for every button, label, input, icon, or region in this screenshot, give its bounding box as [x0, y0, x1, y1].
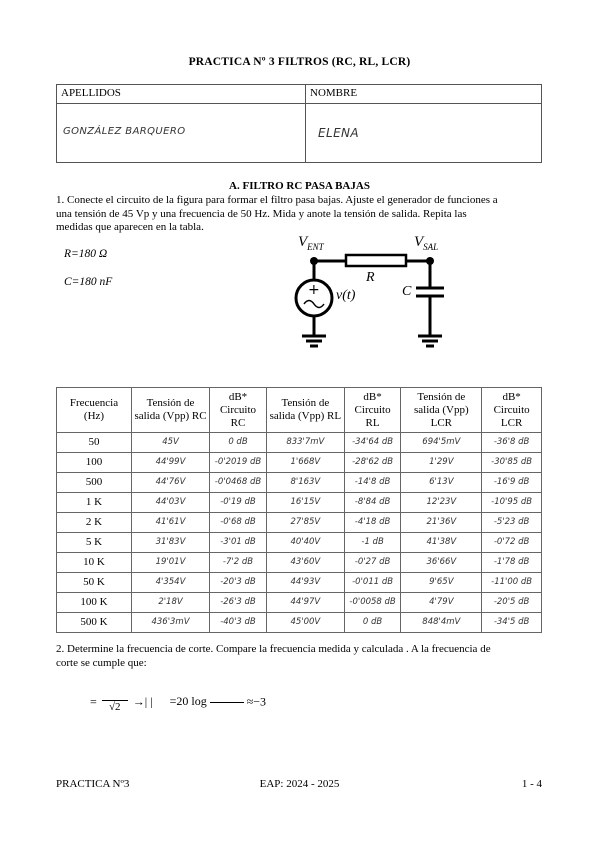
cell-vout-lcr[interactable]: 4'79V — [401, 593, 482, 613]
question-2-line-1: 2. Determine la frecuencia de corte. Compare la frecuencia medida y calculada . A la frecuencia de — [56, 643, 491, 655]
table-row — [57, 453, 542, 473]
vsal-subscript: SAL — [423, 242, 439, 252]
formula-equals: = — [90, 694, 97, 709]
table-row — [57, 613, 542, 633]
node-vsal — [426, 257, 434, 265]
formula-arrow: →| | — [132, 694, 153, 709]
cell-db-lcr[interactable]: -34'5 dB — [482, 613, 542, 633]
table-row — [57, 593, 542, 613]
cell-vout-rl[interactable]: 40'40V — [266, 533, 344, 553]
cell-db-rc[interactable]: -0'0468 dB — [210, 473, 267, 493]
cell-db-rc[interactable]: -40'3 dB — [210, 613, 267, 633]
measurements-table — [56, 387, 542, 633]
cell-vout-lcr[interactable]: 12'23V — [401, 493, 482, 513]
cell-vout-lcr[interactable]: 1'29V — [401, 453, 482, 473]
cell-frecuencia: 50 — [57, 433, 132, 453]
cell-db-rl[interactable]: -1 dB — [344, 533, 401, 553]
cell-db-rc[interactable]: -0'2019 dB — [210, 453, 267, 473]
apellidos-cell[interactable] — [57, 104, 306, 163]
cell-vout-rl[interactable]: 45'00V — [266, 613, 344, 633]
header-vout-rc: Tensión de salida (Vpp) RC — [132, 388, 210, 433]
cell-vout-lcr[interactable]: 36'66V — [401, 553, 482, 573]
cell-db-lcr[interactable]: -11'00 dB — [482, 573, 542, 593]
question-2-line-2: corte se cumple que: — [56, 656, 147, 669]
table-body — [57, 433, 542, 633]
fraction-bar — [102, 692, 128, 701]
cell-vout-rl[interactable]: 833'7mV — [266, 433, 344, 453]
header-frecuencia: Frecuencia (Hz) — [57, 388, 132, 433]
cell-frecuencia: 10 K — [57, 553, 132, 573]
log-fraction-bar — [210, 702, 244, 703]
cell-db-rc[interactable]: -7'2 dB — [210, 553, 267, 573]
cell-db-lcr[interactable]: -20'5 dB — [482, 593, 542, 613]
cell-vout-lcr[interactable]: 9'65V — [401, 573, 482, 593]
cell-vout-rc[interactable]: 436'3mV — [132, 613, 210, 633]
cell-db-rc[interactable]: -0'68 dB — [210, 513, 267, 533]
ground-left-symbol — [302, 336, 326, 346]
capacitor-label: C — [402, 284, 412, 299]
cell-db-lcr[interactable]: -1'78 dB — [482, 553, 542, 573]
vent-subscript: ENT — [307, 242, 324, 252]
vent-symbol: V — [298, 234, 308, 250]
cell-frecuencia: 2 K — [57, 513, 132, 533]
cell-db-lcr[interactable]: -0'72 dB — [482, 533, 542, 553]
vsal-label — [414, 234, 438, 252]
cell-db-rl[interactable]: -4'18 dB — [344, 513, 401, 533]
cell-db-rl[interactable]: -0'27 dB — [344, 553, 401, 573]
table-row — [57, 433, 542, 453]
table-row — [57, 553, 542, 573]
cell-vout-rc[interactable]: 44'03V — [132, 493, 210, 513]
instruction-line-3: medidas que aparecen en la tabla. — [56, 221, 204, 233]
nombre-cell[interactable] — [306, 104, 542, 163]
student-info-header-row — [57, 85, 542, 104]
cell-frecuencia: 50 K — [57, 573, 132, 593]
cell-db-rl[interactable]: -14'8 dB — [344, 473, 401, 493]
cell-frecuencia: 5 K — [57, 533, 132, 553]
cell-frecuencia: 1 K — [57, 493, 132, 513]
cell-vout-rc[interactable]: 19'01V — [132, 553, 210, 573]
cell-vout-lcr[interactable]: 694'5mV — [401, 433, 482, 453]
vsal-symbol: V — [414, 234, 424, 250]
footer-page-number: 1 - 4 — [521, 778, 542, 790]
cell-db-rc[interactable]: -20'3 dB — [210, 573, 267, 593]
header-db-rc: dB* Circuito RC — [210, 388, 267, 433]
cell-db-rl[interactable]: -28'62 dB — [344, 453, 401, 473]
source-plus-sign: + — [308, 282, 320, 298]
resistor-label: R — [366, 270, 375, 285]
resistor-symbol — [346, 255, 406, 266]
cell-frecuencia: 100 — [57, 453, 132, 473]
page-title: PRACTICA Nº 3 FILTROS (RC, RL, LCR) — [188, 56, 411, 68]
instruction-line-2: una tensión de 45 Vp y una frecuencia de 50 Hz. Mida y anote la tensión de salida. Repita las — [56, 207, 467, 220]
formula-sqrt: √2 — [109, 701, 121, 713]
cell-db-lcr[interactable]: -16'9 dB — [482, 473, 542, 493]
cell-vout-rc[interactable]: 44'76V — [132, 473, 210, 493]
cell-vout-rl[interactable]: 1'668V — [266, 453, 344, 473]
cell-vout-lcr[interactable]: 41'38V — [401, 533, 482, 553]
cell-frecuencia: 500 K — [57, 613, 132, 633]
apellidos-value: GONZÁLEZ BARQUERO — [63, 126, 186, 137]
cell-vout-rl[interactable]: 44'97V — [266, 593, 344, 613]
student-info-table — [56, 84, 542, 163]
node-vent — [310, 257, 318, 265]
section-a-title: A. FILTRO RC PASA BAJAS — [229, 180, 370, 192]
ground-right-symbol — [418, 336, 442, 346]
cell-db-rl[interactable]: -0'011 dB — [344, 573, 401, 593]
cell-db-rc[interactable]: -3'01 dB — [210, 533, 267, 553]
cutoff-formula — [90, 692, 266, 713]
cell-db-rc[interactable]: -0'19 dB — [210, 493, 267, 513]
table-row — [57, 573, 542, 593]
cell-vout-rc[interactable]: 4'354V — [132, 573, 210, 593]
header-db-lcr: dB* Circuito LCR — [482, 388, 542, 433]
apellidos-label: APELLIDOS — [57, 85, 306, 104]
footer-left: PRACTICA Nº3 — [56, 778, 130, 790]
cell-db-rl[interactable]: -8'84 dB — [344, 493, 401, 513]
student-info-value-row — [57, 104, 542, 163]
cell-vout-lcr[interactable]: 6'13V — [401, 473, 482, 493]
cell-vout-lcr[interactable]: 848'4mV — [401, 613, 482, 633]
cell-vout-lcr[interactable]: 21'36V — [401, 513, 482, 533]
resistor-value: R=180 Ω — [64, 248, 108, 260]
cell-db-rl[interactable]: -34'64 dB — [344, 433, 401, 453]
cell-vout-rl[interactable]: 44'93V — [266, 573, 344, 593]
cell-db-lcr[interactable]: -30'85 dB — [482, 453, 542, 473]
table-row — [57, 533, 542, 553]
cell-db-lcr[interactable]: -5'23 dB — [482, 513, 542, 533]
capacitor-value: C=180 nF — [64, 276, 113, 288]
cell-vout-rl[interactable]: 27'85V — [266, 513, 344, 533]
header-vout-rl: Tensión de salida (Vpp) RL — [266, 388, 344, 433]
header-db-rl: dB* Circuito RL — [344, 388, 401, 433]
table-row — [57, 493, 542, 513]
header-vout-lcr: Tensión de salida (Vpp) LCR — [401, 388, 482, 433]
formula-approx: ≈−3 — [246, 694, 267, 709]
source-label: v(t) — [336, 288, 356, 303]
table-header-row — [57, 388, 542, 433]
cell-frecuencia: 100 K — [57, 593, 132, 613]
cell-frecuencia: 500 — [57, 473, 132, 493]
cell-db-rl[interactable]: 0 dB — [344, 613, 401, 633]
question-2 — [56, 643, 544, 670]
cell-vout-rc[interactable]: 45V — [132, 433, 210, 453]
cell-db-rc[interactable]: 0 dB — [210, 433, 267, 453]
cell-vout-rc[interactable]: 44'99V — [132, 453, 210, 473]
footer-center: EAP: 2024 - 2025 — [259, 778, 340, 790]
vent-label — [298, 234, 324, 252]
cell-vout-rc[interactable]: 2'18V — [132, 593, 210, 613]
table-row — [57, 473, 542, 493]
cell-vout-rl[interactable]: 43'60V — [266, 553, 344, 573]
cell-vout-rl[interactable]: 16'15V — [266, 493, 344, 513]
formula-fraction — [102, 692, 128, 713]
table-row — [57, 513, 542, 533]
cell-vout-rc[interactable]: 31'83V — [132, 533, 210, 553]
instruction-line-1: 1. Conecte el circuito de la figura para formar el filtro pasa bajas. Ajuste el generador de funciones a — [56, 194, 498, 206]
nombre-value: ELENA — [318, 126, 360, 140]
formula-db: =20 log — [169, 694, 207, 709]
cell-db-lcr[interactable]: -10'95 dB — [482, 493, 542, 513]
cell-vout-rc[interactable]: 41'61V — [132, 513, 210, 533]
cell-db-lcr[interactable]: -36'8 dB — [482, 433, 542, 453]
cell-db-rl[interactable]: -0'0058 dB — [344, 593, 401, 613]
cell-vout-rl[interactable]: 8'163V — [266, 473, 344, 493]
nombre-label: NOMBRE — [306, 85, 542, 104]
cell-db-rc[interactable]: -26'3 dB — [210, 593, 267, 613]
